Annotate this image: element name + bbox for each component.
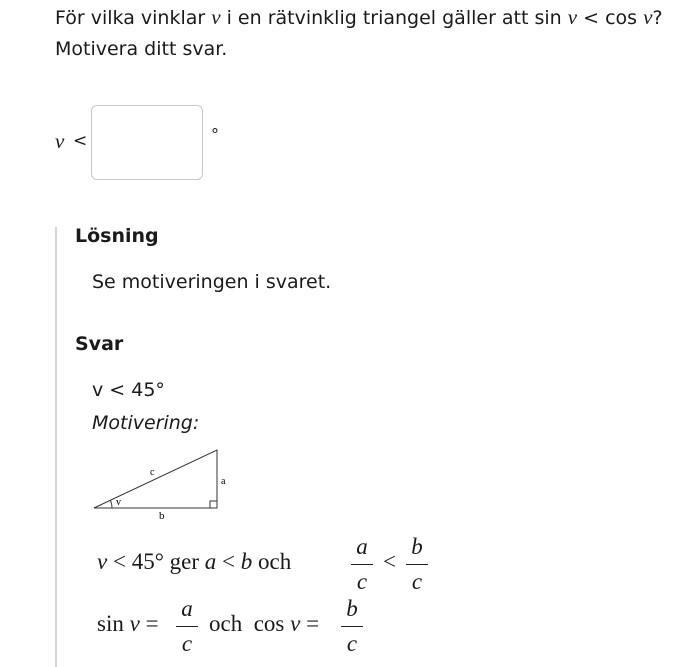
formula-cos: och cos v = <box>209 611 320 636</box>
formula-sin: sin v = <box>97 611 159 636</box>
right-angle-marker <box>210 501 217 508</box>
fraction-cos-b-over-c: b c <box>340 595 364 658</box>
solution-panel <box>55 227 677 667</box>
label-adjacent: b <box>159 510 165 522</box>
solution-text: Se motiveringen i svaret. <box>92 271 332 293</box>
solution-heading: Lösning <box>75 225 159 247</box>
label-angle: v <box>116 497 121 508</box>
formula-inequality: v < 45° ger a < b och <box>97 549 292 574</box>
answer-operator: < <box>73 131 88 151</box>
question-text <box>55 2 675 65</box>
label-hypotenuse: c <box>150 467 155 478</box>
svar-result: v < 45° <box>92 379 165 401</box>
triangle-diagram <box>92 444 232 524</box>
question-line-1: För vilka vinklar v i en rätvinklig triangel gäller att sin v < cos v? <box>55 5 663 29</box>
angle-arc <box>111 501 113 509</box>
triangle-shape <box>94 450 217 508</box>
svar-heading: Svar <box>75 333 124 355</box>
motivation-label: Motivering: <box>92 412 200 434</box>
fraction-a-over-c: a c <box>350 533 374 596</box>
answer-unit: ° <box>211 125 219 144</box>
answer-variable: v <box>55 129 65 153</box>
answer-input[interactable] <box>91 105 203 180</box>
formula-less-than: < <box>383 549 396 574</box>
label-opposite: a <box>221 476 226 487</box>
question-line-2: Motivera ditt svar. <box>55 38 228 60</box>
fraction-b-over-c: b c <box>405 533 429 596</box>
fraction-sin-a-over-c: a c <box>175 595 199 658</box>
